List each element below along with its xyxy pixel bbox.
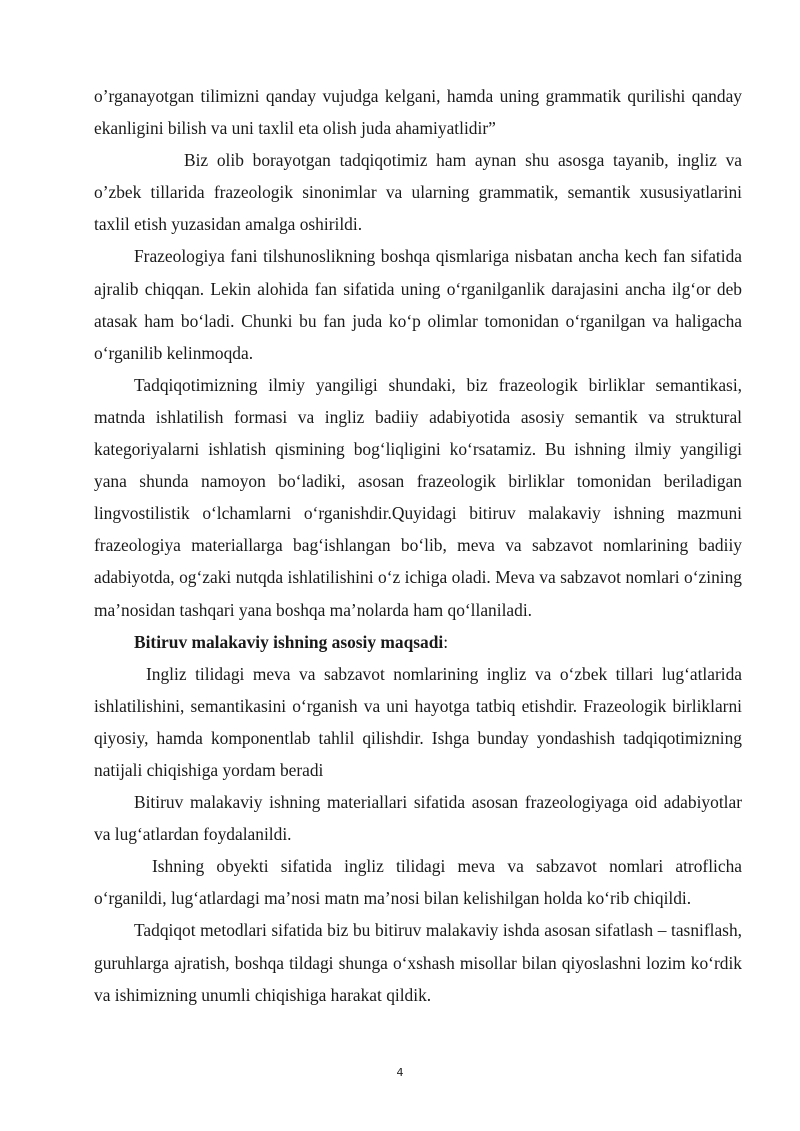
document-body xyxy=(94,80,742,1011)
page-number: 4 xyxy=(396,1066,404,1079)
paragraph-continuation: o’rganayotgan tilimizni qanday vujudga kelgani, hamda uning grammatik qurilishi qanday ekanligini bilish va uni taxlil eta olish juda ahamiyatlidir” xyxy=(94,86,742,139)
paragraph-object: Ishning obyekti sifatida ingliz tilidagi meva va sabzavot nomlari atroflicha o‘rganildi, lug‘atlardagi ma’nosi matn ma’nosi bilan kelishilgan holda ko‘rib chiqildi. xyxy=(94,856,742,909)
heading-colon: : xyxy=(443,631,449,652)
heading-main-goal xyxy=(94,626,742,658)
paragraph-scientific-novelty: Tadqiqotimizning ilmiy yangiligi shundaki, biz frazeologik birliklar semantikasi, matnda ishlatilish formasi va ingliz badiiy adabiyotida asosiy semantik va struktural kategoriyalarni ishlatish qismining bog‘liqligini ko‘rsatamiz. Bu ishning ilmiy yangiligi yana shunda namoyon bo‘ladiki, asosan frazeologik birliklar tomonidan beriladigan lingvostilistik o‘lchamlarni o‘rganishdir.Quyidagi bitiruv malakaviy ishning mazmuni frazeologiya materiallarga bag‘ishlangan bo‘lib, meva va sabzavot nomlarining badiiy adabiyotda, og‘zaki nutqda ishlatilishini o‘z ichiga oladi. Meva va sabzavot nomlari o‘zining ma’nosidan tashqari yana boshqa ma’nolarda ham qo‘llaniladi. xyxy=(94,374,742,620)
heading-main-goal-text: Bitiruv malakaviy ishning asosiy maqsadi xyxy=(134,631,444,652)
paragraph-goal-description: Ingliz tilidagi meva va sabzavot nomlarining ingliz va o‘zbek tillari lug‘atlarida ishlatilishini, semantikasini o‘rganish va uni hayotga tatbiq etishdir. Frazeologik birliklarni qiyosiy, hamda komponentlab tahlil qilishdir. Ishga bunday yondashish tadqiqotimizning natijali chiqishiga yordam beradi xyxy=(94,663,742,780)
paragraph-materials: Bitiruv malakaviy ishning materiallari sifatida asosan frazeologiyaga oid adabiyotlar va lug‘atlardan foydalanildi. xyxy=(94,792,742,845)
paragraph-phraseology-science: Frazeologiya fani tilshunoslikning boshqa qismlariga nisbatan ancha kech fan sifatida ajralib chiqqan. Lekin alohida fan sifatida uning o‘rganilganlik darajasini ancha ilg‘or deb atasak ham bo‘ladi. Chunki bu fan juda ko‘p olimlar tomonidan o‘rganilgan va haligacha o‘rganilib kelinmoqda. xyxy=(94,246,742,363)
paragraph-research-basis: Biz olib borayotgan tadqiqotimiz ham aynan shu asosga tayanib, ingliz va o’zbek tillarida frazeologik sinonimlar va ularning grammatik, semantik xususiyatlarini taxlil etish yuzasidan amalga oshirildi. xyxy=(94,150,742,235)
paragraph-methods: Tadqiqot metodlari sifatida biz bu bitiruv malakaviy ishda asosan sifatlash – tasniflash, guruhlarga ajratish, boshqa tildagi shunga o‘xshash misollar bilan qiyoslashni lozim ko‘rdik va ishimizning unumli chiqishiga harakat qildik. xyxy=(94,920,742,1005)
